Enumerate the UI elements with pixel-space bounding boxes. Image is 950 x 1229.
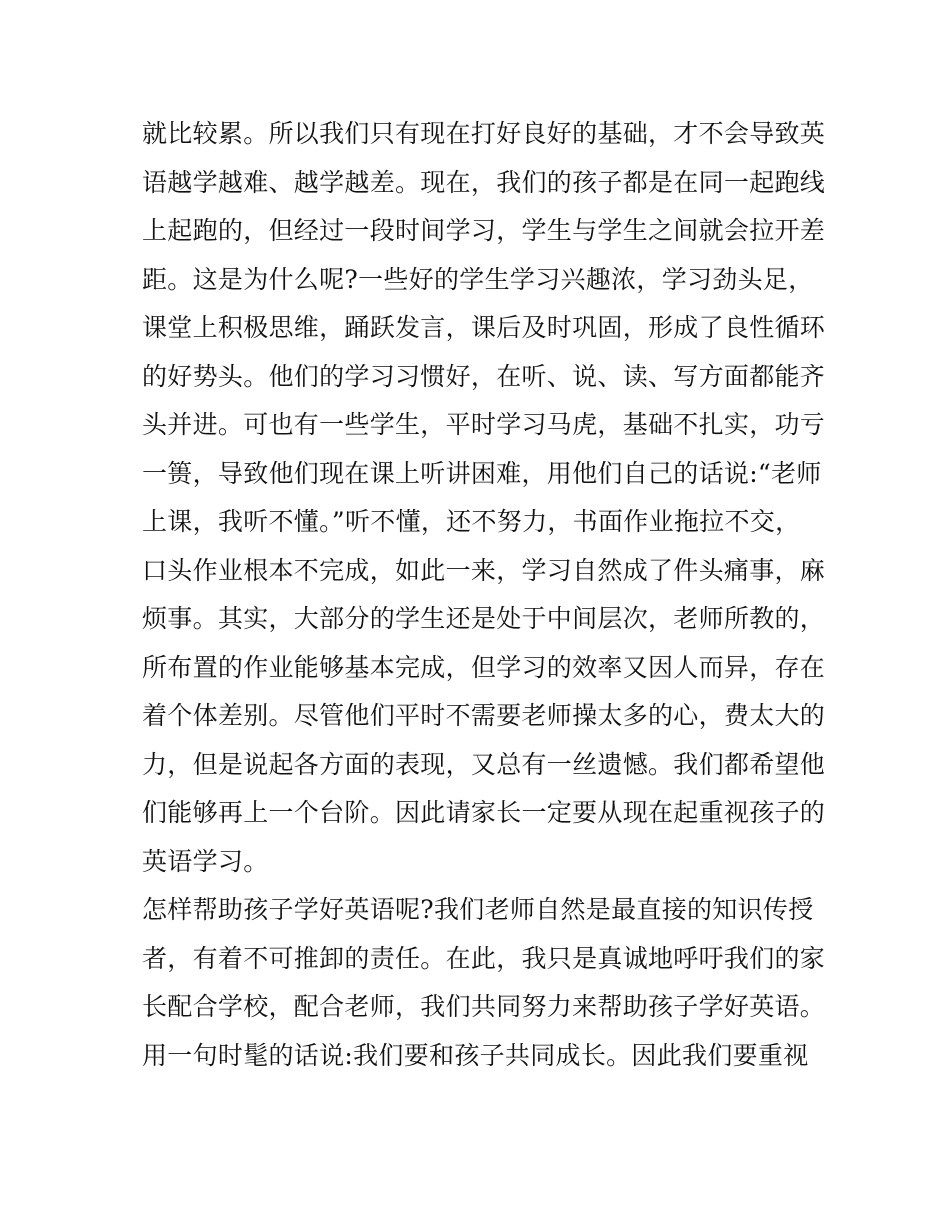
text-line: 烦事。其实，大部分的学生还是处于中间层次，老师所教的， bbox=[142, 604, 826, 633]
text-line: 上起跑的，但经过一段时间学习，学生与学生之间就会拉开差 bbox=[142, 216, 826, 245]
text-line: 所布置的作业能够基本完成，但学习的效率又因人而异，存在 bbox=[142, 652, 826, 682]
text-line: 用一句时髦的话说:我们要和孩子共同成长。因此我们要重视 bbox=[142, 1040, 809, 1070]
text-line: 者，有着不可推卸的责任。在此，我只是真诚地呼吁我们的家 bbox=[142, 943, 826, 973]
text-line: 课堂上积极思维，踊跃发言，课后及时巩固，形成了良性循环 bbox=[142, 313, 826, 342]
text-line: 着个体差别。尽管他们平时不需要老师操太多的心，费太大的 bbox=[142, 701, 826, 730]
text-line: 英语学习。 bbox=[142, 846, 269, 876]
text-line: 头并进。可也有一些学生，平时学习马虎，基础不扎实，功亏 bbox=[142, 410, 826, 439]
text-line: 力，但是说起各方面的表现，又总有一丝遗憾。我们都希望他 bbox=[142, 749, 826, 779]
body-text bbox=[142, 110, 826, 1080]
text-line: 们能够再上一个台阶。因此请家长一定要从现在起重视孩子的 bbox=[142, 798, 826, 827]
text-line: 一篑，导致他们现在课上听讲困难，用他们自己的话说:“老师 bbox=[142, 458, 822, 488]
text-line: 语越学越难、越学越差。现在，我们的孩子都是在同一起跑线 bbox=[142, 167, 826, 197]
text-line: 距。这是为什么呢?一些好的学生学习兴趣浓，学习劲头足， bbox=[142, 264, 814, 294]
text-line: 长配合学校，配合老师，我们共同努力来帮助孩子学好英语。 bbox=[142, 992, 826, 1021]
text-line: 口头作业根本不完成，如此一来，学习自然成了件头痛事，麻 bbox=[142, 555, 826, 585]
text-line: 上课，我听不懂。”听不懂，还不努力，书面作业拖拉不交， bbox=[142, 507, 801, 536]
text-line: 就比较累。所以我们只有现在打好良好的基础，才不会导致英 bbox=[142, 119, 826, 148]
text-line: 怎样帮助孩子学好英语呢?我们老师自然是最直接的知识传授 bbox=[142, 895, 814, 924]
text-line: 的好势头。他们的学习习惯好，在听、说、读、写方面都能齐 bbox=[142, 361, 826, 391]
